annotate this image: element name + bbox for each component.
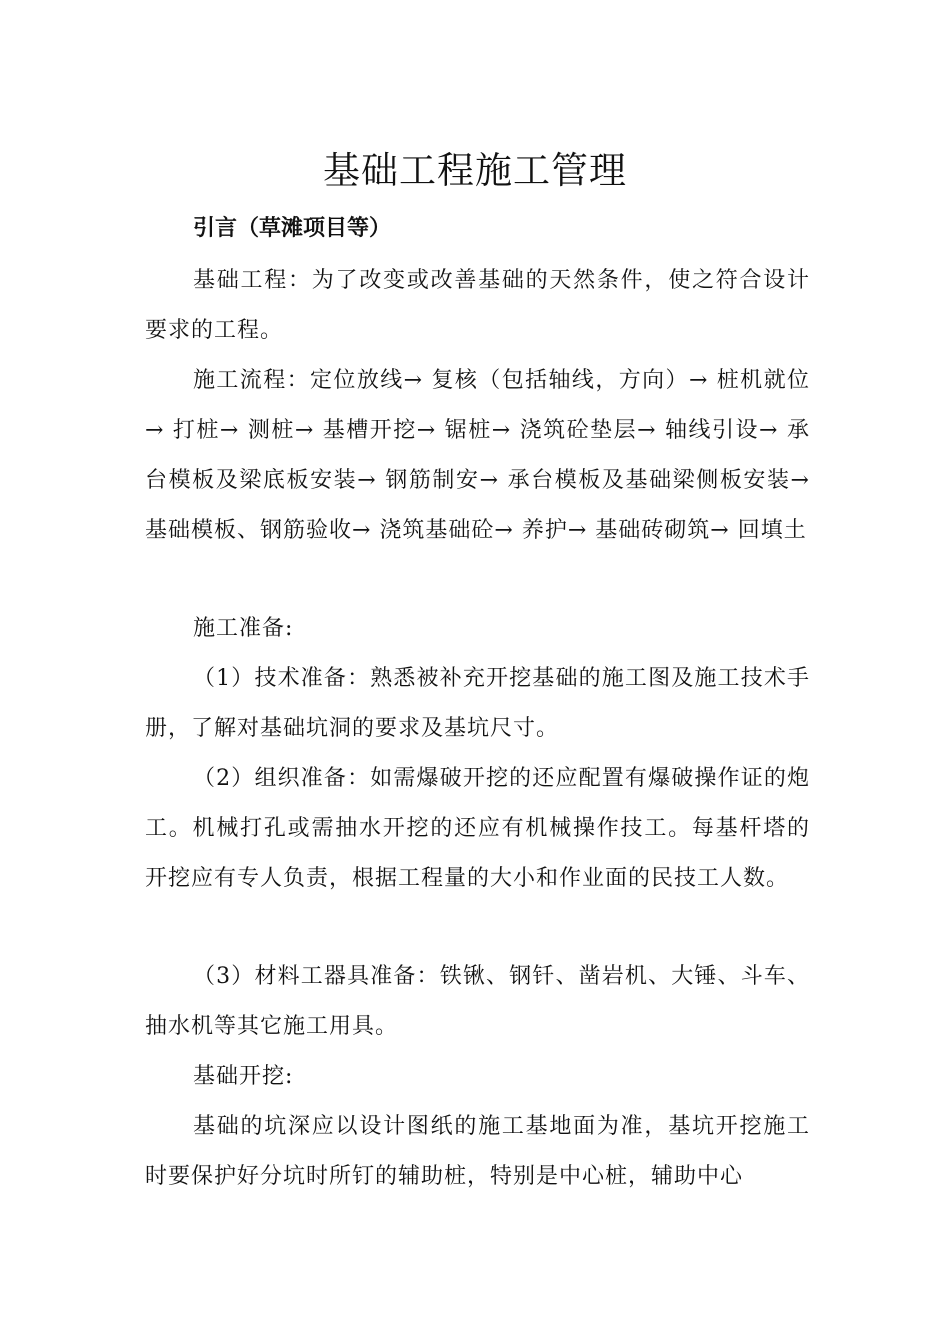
prep-item-1: （1）技术准备：熟悉被补充开挖基础的施工图及施工技术手册，了解对基础坑洞的要求及基坑尺寸。 <box>145 666 810 741</box>
document-title: 基础工程施工管理 <box>323 149 627 192</box>
process-paragraph: 施工流程：定位放线→ 复核（包括轴线，方向）→ 桩机就位→ 打桩→ 测桩→ 基槽开挖→ 锯桩→ 浇筑砼垫层→ 轴线引设→ 承台模板及梁底板安装→ 钢筋制安→ 承台模板及基础梁侧板安装→ 基础模板、钢筋验收→ 浇筑基础砼→ 养护→ 基础砖砌筑→ 回填土 <box>145 368 810 543</box>
definition-paragraph: 基础工程：为了改变或改善基础的天然条件，使之符合设计要求的工程。 <box>145 268 810 343</box>
excavation-paragraph: 基础的坑深应以设计图纸的施工基地面为准，基坑开挖施工时要保护好分坑时所钉的辅助桩，特别是中心桩，辅助中心 <box>145 1114 810 1189</box>
excavation-label: 基础开挖: <box>193 1064 294 1089</box>
prep-item-3: （3）材料工器具准备：铁锹、钢钎、凿岩机、大锤、斗车、抽水机等其它施工用具。 <box>145 964 810 1039</box>
intro-heading: 引言（草滩项目等） <box>193 215 392 241</box>
prep-item-2: （2）组织准备：如需爆破开挖的还应配置有爆破操作证的炮工。机械打孔或需抽水开挖的还应有机械操作技工。每基杆塔的开挖应有专人负责，根据工程量的大小和作业面的民技工人数。 <box>145 766 810 891</box>
prep-label: 施工准备: <box>193 616 294 641</box>
